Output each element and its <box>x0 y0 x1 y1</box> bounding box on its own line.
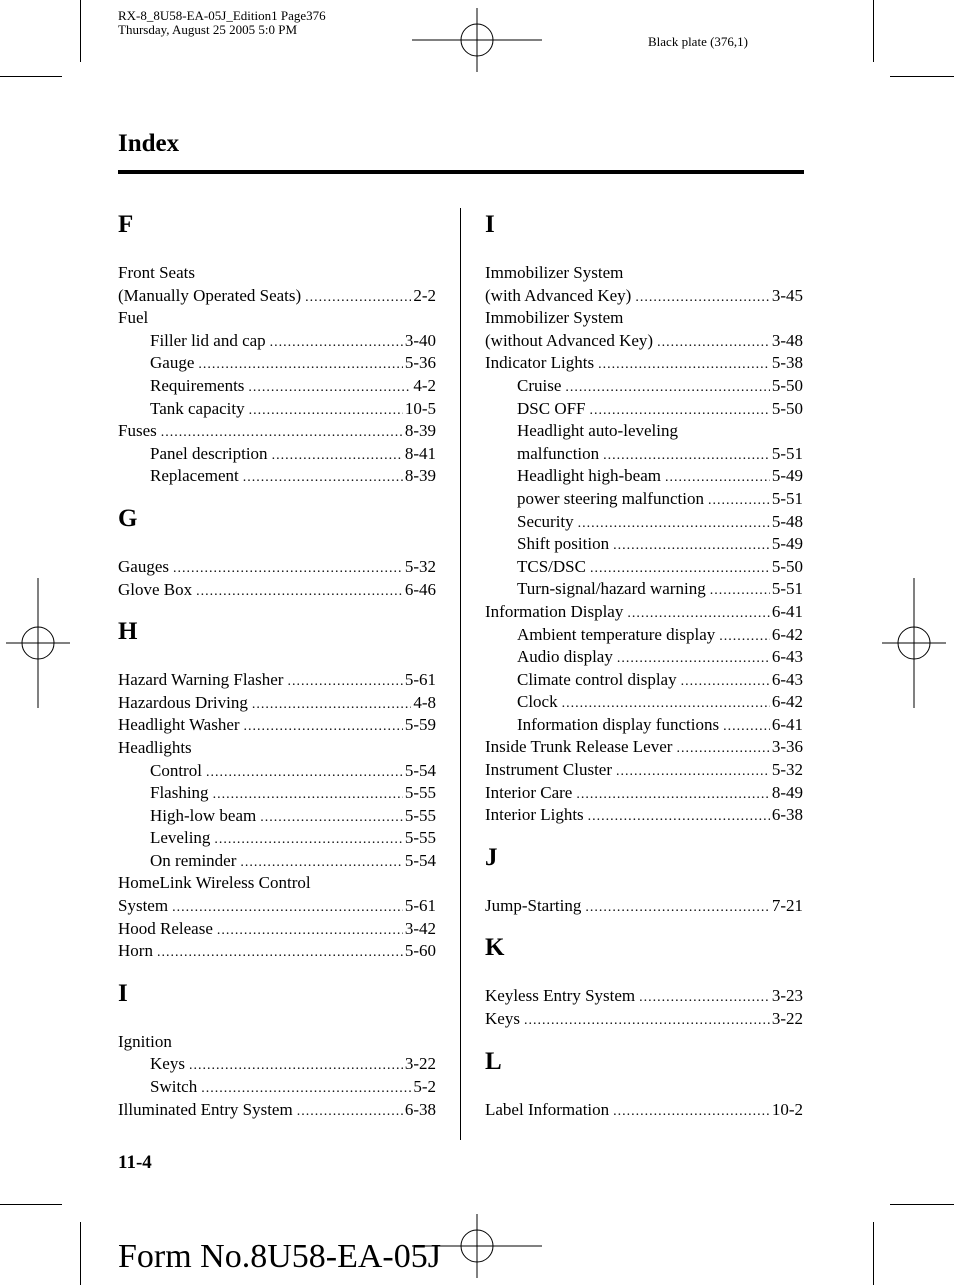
index-subentry <box>118 850 436 873</box>
dot-leader <box>719 626 770 649</box>
dot-leader <box>206 762 403 785</box>
entry-label: DSC OFF <box>517 398 586 418</box>
dot-leader <box>248 377 411 400</box>
index-subentry <box>118 782 436 805</box>
index-entry <box>485 736 803 759</box>
entry-label: Leveling <box>150 828 211 848</box>
entry-page: 8-39 <box>404 466 436 486</box>
section-spacer <box>485 1031 803 1045</box>
entry-label: Illuminated Entry System <box>118 1099 293 1119</box>
entry-page: 8-49 <box>771 782 803 802</box>
index-subentry <box>485 398 803 421</box>
section-spacer <box>118 963 436 977</box>
dot-leader <box>524 1010 770 1033</box>
entry-page: 3-40 <box>404 330 436 350</box>
dot-leader <box>723 716 770 739</box>
entry-label: Headlights <box>118 737 192 757</box>
dot-leader <box>240 852 402 875</box>
dot-leader <box>565 377 769 400</box>
entry-label: Security <box>517 511 574 531</box>
dot-leader <box>578 513 770 536</box>
dot-leader <box>213 784 403 807</box>
index-subentry <box>118 330 436 353</box>
entry-page: 3-45 <box>771 285 803 305</box>
entry-page: 3-22 <box>771 1009 803 1029</box>
entry-page: 5-49 <box>771 534 803 554</box>
registration-mark-icon <box>412 8 542 72</box>
dot-leader <box>590 400 770 423</box>
entry-label: Panel description <box>150 443 268 463</box>
entry-page: 5-2 <box>413 1077 436 1097</box>
dot-leader <box>588 806 770 829</box>
section-letter: H <box>118 618 138 646</box>
index-entry <box>485 804 803 827</box>
entry-label: High-low beam <box>150 805 257 825</box>
dot-leader <box>189 1055 403 1078</box>
dot-leader <box>252 694 412 717</box>
entry-label: Shift position <box>517 534 610 554</box>
index-subentry <box>118 352 436 375</box>
entry-label: Indicator Lights <box>485 353 595 373</box>
crop-mark <box>890 1204 954 1205</box>
section-spacer <box>118 488 436 502</box>
entry-label: Label Information <box>485 1099 610 1119</box>
entry-page: 5-61 <box>404 670 436 690</box>
dot-leader <box>272 445 403 468</box>
entry-page: 2-2 <box>413 285 436 305</box>
index-entry <box>118 556 436 579</box>
entry-label: Headlight Washer <box>118 715 240 735</box>
title-rule <box>118 170 804 174</box>
dot-leader <box>657 332 770 355</box>
entry-page: 3-42 <box>404 918 436 938</box>
dot-leader <box>297 1101 403 1124</box>
entry-page: 3-48 <box>771 330 803 350</box>
index-entry <box>485 782 803 805</box>
index-entry <box>118 692 436 715</box>
dot-leader <box>562 693 770 716</box>
section-letter: G <box>118 504 138 532</box>
entry-page: 5-55 <box>404 805 436 825</box>
entry-page: 5-50 <box>771 375 803 395</box>
index-entry <box>485 307 803 330</box>
entry-page: 6-42 <box>771 692 803 712</box>
column-divider <box>460 208 461 1140</box>
entry-page: 3-23 <box>771 986 803 1006</box>
section-spacer <box>485 827 803 841</box>
index-entry <box>118 285 436 308</box>
crop-mark <box>890 76 954 77</box>
entry-label: Clock <box>517 692 558 712</box>
index-entry <box>118 714 436 737</box>
entry-label: Interior Lights <box>485 805 584 825</box>
dot-leader <box>260 807 403 830</box>
entry-page: 5-51 <box>771 443 803 463</box>
index-entry <box>118 262 436 285</box>
dot-leader <box>617 648 770 671</box>
plate-label: Black plate (376,1) <box>648 34 748 49</box>
entry-page: 5-38 <box>771 353 803 373</box>
print-job-line: RX-8_8U58-EA-05J_Edition1 Page376 <box>118 8 326 23</box>
entry-page: 5-55 <box>404 828 436 848</box>
entry-label: Information Display <box>485 601 624 621</box>
entry-page: 5-50 <box>771 556 803 576</box>
index-column-left <box>118 208 436 1121</box>
entry-label: Keys <box>485 1009 520 1029</box>
dot-leader <box>710 580 770 603</box>
section-letter: F <box>118 211 134 238</box>
dot-leader <box>616 761 770 784</box>
entry-page: 5-48 <box>771 511 803 531</box>
dot-leader <box>270 332 403 355</box>
dot-leader <box>249 400 403 423</box>
index-subentry <box>118 465 436 488</box>
index-entry <box>485 601 803 624</box>
entry-label: Hood Release <box>118 918 213 938</box>
entry-label: Tank capacity <box>150 398 245 418</box>
crop-mark <box>0 76 62 77</box>
index-entry <box>485 262 803 285</box>
entry-page: 5-59 <box>404 715 436 735</box>
index-entry <box>118 307 436 330</box>
dot-leader <box>590 558 770 581</box>
entry-page: 3-36 <box>771 737 803 757</box>
entry-label: Horn <box>118 941 153 961</box>
index-entry <box>118 940 436 963</box>
entry-label: power steering malfunction <box>517 488 704 508</box>
entry-page: 6-43 <box>771 647 803 667</box>
dot-leader <box>173 558 403 581</box>
entry-page: 6-38 <box>404 1099 436 1119</box>
index-subentry <box>118 1076 436 1099</box>
entry-label: Flashing <box>150 783 209 803</box>
index-entry <box>118 1031 436 1054</box>
dot-leader <box>676 738 769 761</box>
entry-label: Replacement <box>150 466 239 486</box>
entry-label: Requirements <box>150 375 245 395</box>
index-entry <box>118 895 436 918</box>
index-subentry <box>485 488 803 511</box>
index-entry <box>485 1008 803 1031</box>
entry-page: 6-46 <box>404 579 436 599</box>
section-letter: K <box>485 934 505 962</box>
entry-label: (without Advanced Key) <box>485 330 654 350</box>
form-number: Form No.8U58-EA-05J <box>118 1238 441 1275</box>
index-entry <box>485 330 803 353</box>
index-entry <box>485 895 803 918</box>
page-title: Index <box>118 130 180 157</box>
entry-label: Immobilizer System <box>485 308 624 328</box>
dot-leader <box>172 897 403 920</box>
crop-mark <box>873 0 874 62</box>
dot-leader <box>681 671 770 694</box>
entry-page: 5-61 <box>404 896 436 916</box>
index-subentry <box>485 646 803 669</box>
entry-label: Switch <box>150 1077 198 1097</box>
entry-page: 5-54 <box>404 850 436 870</box>
dot-leader <box>639 987 770 1010</box>
index-entry <box>118 737 436 760</box>
entry-page: 5-51 <box>771 579 803 599</box>
entry-label: Headlight auto-leveling <box>517 421 678 441</box>
index-subentry <box>485 691 803 714</box>
dot-leader <box>635 287 769 310</box>
entry-label: Fuses <box>118 421 157 441</box>
dot-leader <box>198 354 402 377</box>
entry-label: Fuel <box>118 308 149 328</box>
dot-leader <box>627 603 769 626</box>
dot-leader <box>217 920 403 943</box>
index-entry <box>118 918 436 941</box>
entry-label: Audio display <box>517 647 613 667</box>
entry-page: 5-60 <box>404 941 436 961</box>
entry-page: 5-32 <box>404 556 436 576</box>
crop-mark <box>80 1222 81 1285</box>
entry-label: Ignition <box>118 1031 172 1051</box>
index-subentry <box>485 556 803 579</box>
print-job-info <box>118 9 326 37</box>
crop-mark <box>80 0 81 62</box>
entry-label: Cruise <box>517 375 562 395</box>
entry-label: Instrument Cluster <box>485 760 613 780</box>
entry-label: Climate control display <box>517 669 677 689</box>
section-letter: I <box>485 211 495 238</box>
index-subentry <box>485 420 803 443</box>
dot-leader <box>157 942 403 965</box>
entry-label: Inside Trunk Release Lever <box>485 737 673 757</box>
entry-page: 6-41 <box>771 601 803 621</box>
registration-mark-icon <box>882 578 946 708</box>
entry-page: 10-2 <box>771 1099 803 1119</box>
entry-label: Hazard Warning Flasher <box>118 670 284 690</box>
entry-page: 5-32 <box>771 760 803 780</box>
dot-leader <box>603 445 770 468</box>
dot-leader <box>201 1078 411 1101</box>
dot-leader <box>161 422 403 445</box>
index-entry <box>118 420 436 443</box>
entry-label: System <box>118 896 169 916</box>
entry-label: Keys <box>150 1054 185 1074</box>
index-column-right <box>485 208 803 1121</box>
entry-page: 3-22 <box>404 1054 436 1074</box>
print-job-date: Thursday, August 25 2005 5:0 PM <box>118 22 297 37</box>
dot-leader <box>244 716 403 739</box>
dot-leader <box>665 467 770 490</box>
index-entry <box>485 352 803 375</box>
index-entry <box>118 872 436 895</box>
dot-leader <box>613 535 770 558</box>
entry-label: (Manually Operated Seats) <box>118 285 302 305</box>
entry-label: On reminder <box>150 850 237 870</box>
entry-label: Interior Care <box>485 782 573 802</box>
section-letter: L <box>485 1047 502 1075</box>
entry-label: Information display functions <box>517 714 720 734</box>
index-subentry <box>118 805 436 828</box>
index-subentry <box>485 714 803 737</box>
index-subentry <box>118 375 436 398</box>
index-subentry <box>118 827 436 850</box>
index-subentry <box>118 443 436 466</box>
entry-label: Keyless Entry System <box>485 986 636 1006</box>
index-subentry <box>485 533 803 556</box>
index-entry <box>485 285 803 308</box>
entry-label: Hazardous Driving <box>118 692 248 712</box>
entry-page: 4-2 <box>413 375 436 395</box>
dot-leader <box>196 581 403 604</box>
index-subentry <box>485 465 803 488</box>
page-number: 11-4 <box>118 1152 152 1173</box>
entry-label: Jump-Starting <box>485 895 582 915</box>
dot-leader <box>576 784 770 807</box>
entry-page: 6-41 <box>771 714 803 734</box>
entry-label: Glove Box <box>118 579 193 599</box>
dot-leader <box>305 287 411 310</box>
index-subentry <box>118 760 436 783</box>
index-subentry <box>485 669 803 692</box>
section-spacer <box>485 917 803 931</box>
index-subentry <box>118 1053 436 1076</box>
entry-label: HomeLink Wireless Control <box>118 873 311 893</box>
entry-label: TCS/DSC <box>517 556 586 576</box>
entry-page: 5-36 <box>404 353 436 373</box>
dot-leader <box>598 354 770 377</box>
entry-label: malfunction <box>517 443 600 463</box>
index-entry <box>485 759 803 782</box>
index-subentry <box>485 578 803 601</box>
section-spacer <box>118 601 436 615</box>
dot-leader <box>243 467 403 490</box>
index-subentry <box>485 624 803 647</box>
entry-label: Ambient temperature display <box>517 624 716 644</box>
index-entry <box>485 1099 803 1122</box>
entry-label: Gauges <box>118 556 169 576</box>
entry-label: Headlight high-beam <box>517 466 661 486</box>
section-letter: I <box>118 979 128 1007</box>
index-subentry <box>485 443 803 466</box>
entry-page: 4-8 <box>413 692 436 712</box>
entry-page: 5-50 <box>771 398 803 418</box>
index-entry <box>485 985 803 1008</box>
entry-page: 5-55 <box>404 783 436 803</box>
entry-page: 5-54 <box>404 760 436 780</box>
entry-page: 6-43 <box>771 669 803 689</box>
entry-page: 7-21 <box>771 895 803 915</box>
index-subentry <box>485 375 803 398</box>
entry-label: (with Advanced Key) <box>485 285 632 305</box>
index-subentry <box>118 398 436 421</box>
index-entry <box>118 1099 436 1122</box>
entry-label: Filler lid and cap <box>150 330 266 350</box>
crop-mark <box>873 1222 874 1285</box>
entry-page: 5-51 <box>771 488 803 508</box>
entry-page: 10-5 <box>404 398 436 418</box>
registration-mark-icon <box>6 578 70 708</box>
entry-page: 6-42 <box>771 624 803 644</box>
entry-page: 6-38 <box>771 805 803 825</box>
entry-page: 8-39 <box>404 421 436 441</box>
entry-page: 5-49 <box>771 466 803 486</box>
dot-leader <box>708 490 770 513</box>
section-letter: J <box>485 843 498 871</box>
index-entry <box>118 579 436 602</box>
entry-label: Gauge <box>150 353 195 373</box>
dot-leader <box>214 829 402 852</box>
crop-mark <box>0 1204 62 1205</box>
dot-leader <box>585 897 769 920</box>
entry-page: 8-41 <box>404 443 436 463</box>
entry-label: Immobilizer System <box>485 263 624 282</box>
entry-label: Control <box>150 760 202 780</box>
index-subentry <box>485 511 803 534</box>
index-entry <box>118 669 436 692</box>
entry-label: Front Seats <box>118 263 195 282</box>
entry-label: Turn-signal/hazard warning <box>517 579 706 599</box>
dot-leader <box>287 671 402 694</box>
dot-leader <box>613 1101 770 1124</box>
